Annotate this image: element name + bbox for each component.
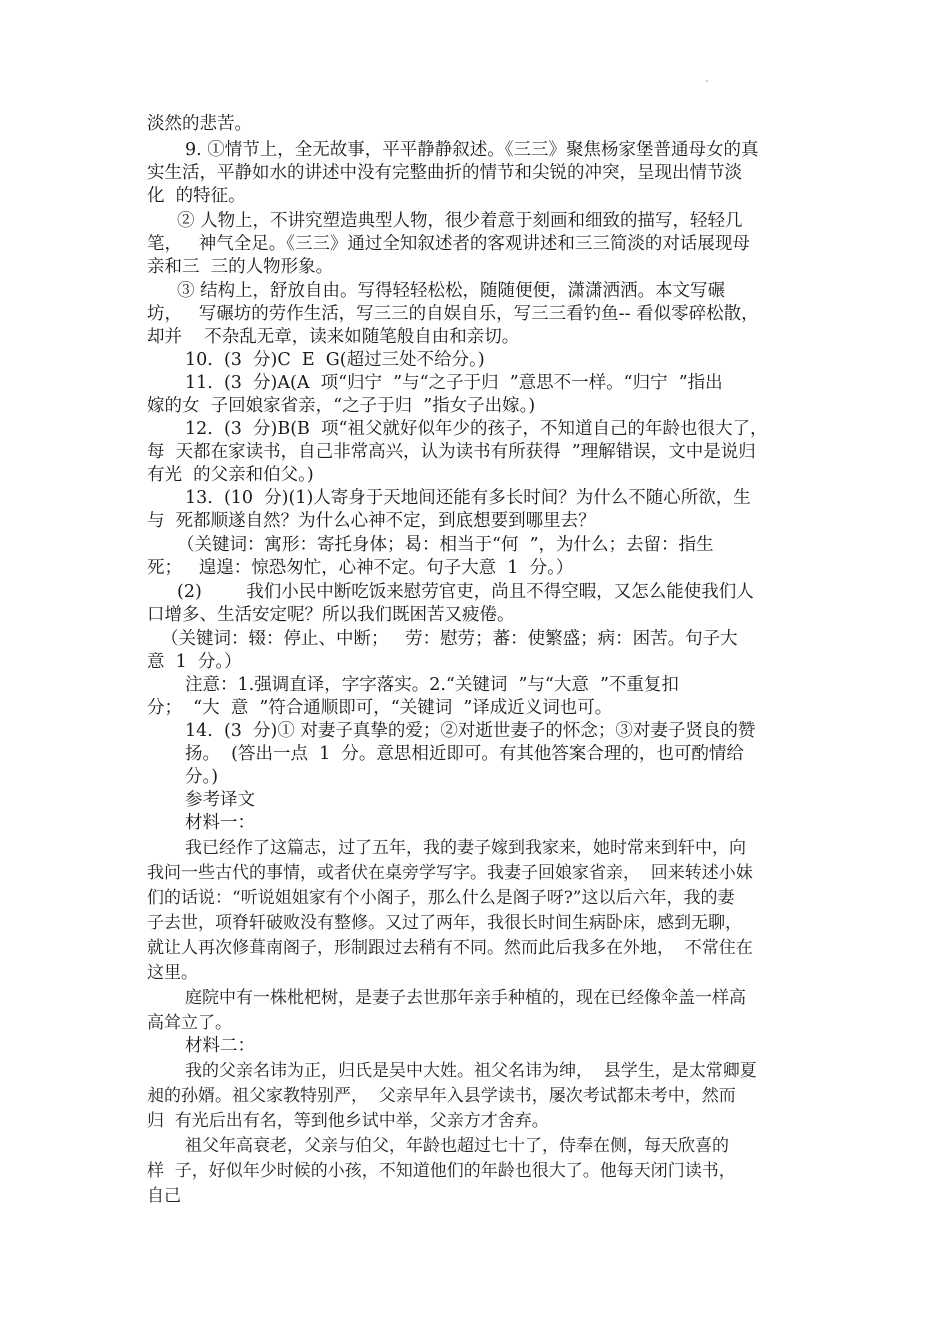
translation-line: 高耸立了。 (147, 1013, 232, 1033)
answer-line: 意 1 分。） (147, 652, 242, 672)
translation-line: 样 子，好似年少时候的小孩，不知道他们的年龄也很大了。他每天闭门读书， (147, 1161, 736, 1181)
answer-line: （关键词：寓形：寄托身体；曷：相当于“何 ”，为什么；去留：指生 (177, 535, 714, 555)
translation-line: 这里。 (147, 963, 198, 983)
answer-line: 10. (3 分)C E G(超过三处不给分。) (185, 350, 485, 370)
answer-line: 扬。 (答出一点 1 分。意思相近即可。有其他答案合理的，也可酌情给 (185, 744, 744, 764)
translation-line: 我的父亲名讳为正，归氏是吴中大姓。祖父名讳为绅， 县学生，是太常卿夏 (185, 1061, 757, 1081)
answer-line: 死； 遑遑：惊恐匆忙，心神不定。句子大意 1 分。） (147, 558, 574, 578)
answer-line: 淡然的悲苦。 (147, 114, 252, 134)
answer-line: 却并 不杂乱无章，读来如随笔般自由和亲切。 (147, 327, 520, 347)
scan-speck (706, 80, 708, 82)
section-heading: 参考译文 (185, 790, 255, 810)
answer-line: ③ 结构上，舒放自由。写得轻轻松松，随随便便，潇潇洒洒。本文写碾 (177, 281, 726, 301)
answer-line: 口增多、生活安定呢？所以我们既困苦又疲倦。 (147, 605, 515, 625)
section-heading: 材料一： (185, 813, 255, 833)
translation-line: 祖父年高衰老，父亲与伯父，年龄也超过七十了，侍奉在侧，每天欣喜的 (185, 1136, 729, 1156)
translation-line: 自己 (147, 1186, 181, 1206)
answer-line: 11. (3 分)A(A 项“归宁 ”与“之子于归 ”意思不一样。“归宁 ”指出 (185, 373, 723, 393)
answer-line: 注意：1.强调直译，字字落实。2.“关键词 ”与“大意 ”不重复扣 (185, 675, 679, 695)
answer-line: 13. (10 分)(1)人寄身于天地间还能有多长时间？为什么不随心所欲，生 (185, 488, 751, 508)
answer-line: 分； “大 意 ”符合通顺即可，“关键词 ”译成近义词也可。 (147, 698, 613, 718)
translation-line: 我问一些古代的事情，或者伏在桌旁学写字。我妻子回娘家省亲， 回来转述小妹 (147, 863, 753, 883)
answer-line: (2) 我们小民中断吃饭来慰劳官吏，尚且不得空暇，又怎么能使我们人 (177, 582, 754, 602)
translation-line: 们的话说：“听说姐姐家有个小阁子，那么什么是阁子呀?”这以后六年，我的妻 (147, 888, 735, 908)
answer-line: 坊， 写碾坊的劳作生活，写三三的自娱自乐，写三三看钓鱼-- 看似零碎松散， (147, 304, 759, 324)
translation-line: 子去世，项脊轩破败没有整修。又过了两年，我很长时间生病卧床，感到无聊， (147, 913, 742, 933)
translation-line: 昶的孙婿。祖父家教特别严， 父亲早年入县学读书，屡次考试都未考中，然而 (147, 1086, 736, 1106)
answer-line: ② 人物上，不讲究塑造典型人物，很少着意于刻画和细致的描写，轻轻几 (177, 211, 743, 231)
answer-line: 与 死都顺遂自然？为什么心神不定，到底想要到哪里去？ (147, 511, 596, 531)
answer-line: 化 的特征。 (147, 186, 246, 206)
answer-line: 9. ①情节上，全无故事，平平静静叙述。《三三》聚焦杨家堡普通母女的真 (185, 140, 759, 160)
answer-line: 分。) (185, 767, 219, 787)
answer-line: 笔， 神气全足。《三三》通过全知叙述者的客观讲述和三三简淡的对话展现母 (147, 234, 750, 254)
answer-line: 嫁的女 子回娘家省亲，“之子于归 ”指女子出嫁。) (147, 396, 536, 416)
answer-line: 有光 的父亲和伯父。) (147, 465, 314, 485)
translation-line: 就让人再次修葺南阁子，形制跟过去稍有不同。然而此后我多在外地， 不常住在 (147, 938, 753, 958)
section-heading: 材料二： (185, 1036, 255, 1056)
answer-line: 实生活，平静如水的讲述中没有完整曲折的情节和尖锐的冲突，呈现出情节淡 (147, 163, 742, 183)
answer-line: 14. (3 分)① 对妻子真挚的爱；②对逝世妻子的怀念；③对妻子贤良的赞 (185, 721, 756, 741)
answer-line: （关键词：辍：停止、中断； 劳：慰劳；蕃：使繁盛；病：困苦。句子大 (161, 629, 738, 649)
answer-line: 每 天都在家读书，自己非常高兴，认为读书有所获得 ”理解错误，文中是说归 (147, 442, 756, 462)
answer-line: 12. (3 分)B(B 项“祖父就好似年少的孩子，不知道自己的年龄也很大了， (185, 419, 768, 439)
translation-line: 庭院中有一株枇杷树，是妻子去世那年亲手种植的，现在已经像伞盖一样高 (185, 988, 746, 1008)
translation-line: 归 有光后出有名，等到他乡试中举，父亲方才舍弃。 (147, 1111, 549, 1131)
answer-line: 亲和三 三的人物形象。 (147, 257, 334, 277)
translation-line: 我已经作了这篇志，过了五年，我的妻子嫁到我家来，她时常来到轩中，向 (185, 838, 746, 858)
